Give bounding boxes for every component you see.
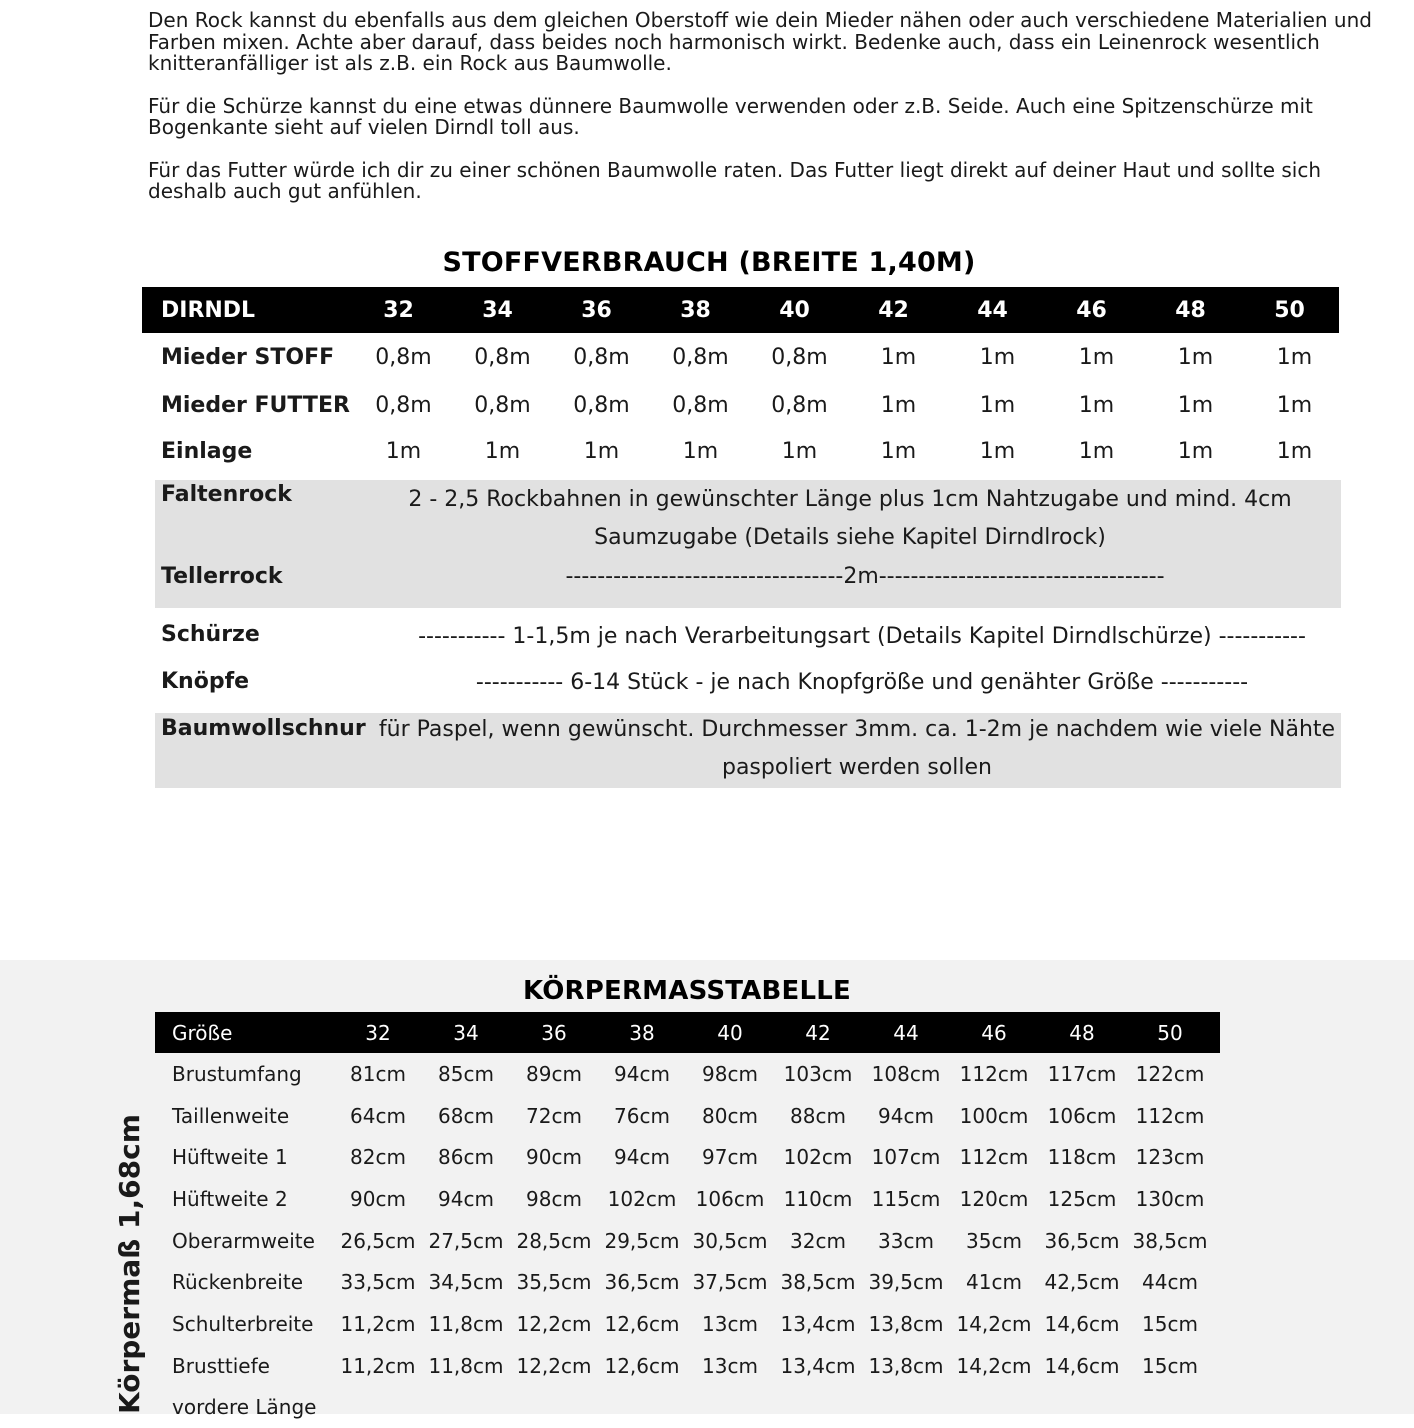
body-cell: 122cm xyxy=(1126,1062,1214,1086)
body-cell: 118cm xyxy=(1038,1145,1126,1169)
body-cell: 32cm xyxy=(774,1229,862,1253)
size-header-cell: 50 xyxy=(1240,298,1339,323)
body-cell: 14,2cm xyxy=(950,1312,1038,1336)
body-cell: 123cm xyxy=(1126,1145,1214,1169)
fabric-cell: 0,8m xyxy=(552,393,651,418)
body-row xyxy=(155,1136,1220,1178)
body-cell: 11,2cm xyxy=(334,1354,422,1378)
body-row xyxy=(155,1053,1220,1095)
body-table-title: KÖRPERMASSTABELLE xyxy=(0,976,1414,1006)
size-header-cell: 40 xyxy=(686,1021,774,1045)
body-cell: 112cm xyxy=(950,1145,1038,1169)
baumwollschnur-text: für Paspel, wenn gewünscht. Durchmesser 3mm. ca. 1-2m je nachdem wie viele Nähte paspoliert werden sollen xyxy=(377,711,1337,787)
body-cell: 30,5cm xyxy=(686,1229,774,1253)
body-row xyxy=(155,1095,1220,1137)
body-cell: 13,4cm xyxy=(774,1354,862,1378)
body-row-label: Hüftweite 1 xyxy=(155,1145,334,1169)
faltenrock-text: 2 - 2,5 Rockbahnen in gewünschter Länge plus 1cm Nahtzugabe und mind. 4cm Saumzugabe (Details siehe Kapitel Dirndlrock) xyxy=(400,481,1300,557)
body-cell: 28,5cm xyxy=(510,1229,598,1253)
body-header-label: Größe xyxy=(155,1021,334,1045)
body-cell: 100cm xyxy=(950,1104,1038,1128)
body-cell: 14,2cm xyxy=(950,1354,1038,1378)
fabric-cell: 1m xyxy=(354,439,453,464)
body-row xyxy=(155,1178,1220,1220)
body-table-header xyxy=(155,1012,1220,1053)
body-row-label: Taillenweite xyxy=(155,1104,334,1128)
body-cell: 102cm xyxy=(774,1145,862,1169)
cord-block xyxy=(155,713,1341,788)
baumwollschnur-label: Baumwollschnur xyxy=(161,716,366,741)
fabric-row xyxy=(142,429,1344,473)
body-cell: 12,2cm xyxy=(510,1312,598,1336)
body-cell: 11,8cm xyxy=(422,1312,510,1336)
fabric-cell: 0,8m xyxy=(750,345,849,370)
body-cell: 86cm xyxy=(422,1145,510,1169)
body-cell: 12,6cm xyxy=(598,1312,686,1336)
size-header-cell: 32 xyxy=(349,298,448,323)
size-header-cell: 46 xyxy=(1042,298,1141,323)
body-cell: 108cm xyxy=(862,1062,950,1086)
body-cell: 33cm xyxy=(862,1229,950,1253)
fabric-cell: 0,8m xyxy=(453,393,552,418)
body-height-label: Körpermaß 1,68cm xyxy=(113,1114,146,1414)
size-header-cell: 34 xyxy=(422,1021,510,1045)
body-row-label: Hüftweite 2 xyxy=(155,1187,334,1211)
body-cell: 81cm xyxy=(334,1062,422,1086)
schuerze-label: Schürze xyxy=(161,622,260,647)
fabric-row-label: Mieder FUTTER xyxy=(142,393,354,418)
body-cell: 94cm xyxy=(862,1104,950,1128)
body-cell: 13cm xyxy=(686,1312,774,1336)
body-cell: 14,6cm xyxy=(1038,1312,1126,1336)
fabric-cell: 0,8m xyxy=(651,345,750,370)
body-cell: 29,5cm xyxy=(598,1229,686,1253)
fabric-cell: 1m xyxy=(1146,345,1245,370)
intro-text xyxy=(148,10,1374,224)
body-cell: 42,5cm xyxy=(1038,1270,1126,1294)
body-cell: 98cm xyxy=(686,1062,774,1086)
fabric-cell: 0,8m xyxy=(453,345,552,370)
body-cell: 33,5cm xyxy=(334,1270,422,1294)
body-cell: 80cm xyxy=(686,1104,774,1128)
fabric-cell: 1m xyxy=(1047,393,1146,418)
size-header-cell: 40 xyxy=(745,298,844,323)
fabric-cell: 0,8m xyxy=(750,393,849,418)
body-cell: 88cm xyxy=(774,1104,862,1128)
schuerze-text: ----------- 1-1,5m je nach Verarbeitungsart (Details Kapitel Dirndlschürze) ----------- xyxy=(372,618,1352,656)
size-header-cell: 42 xyxy=(844,298,943,323)
body-cell: 76cm xyxy=(598,1104,686,1128)
fabric-cell: 1m xyxy=(948,393,1047,418)
size-header-cell: 46 xyxy=(950,1021,1038,1045)
body-cell: 34,5cm xyxy=(422,1270,510,1294)
size-header-cell: 48 xyxy=(1038,1021,1126,1045)
body-cell: 15cm xyxy=(1126,1354,1214,1378)
body-row-label: Oberarmweite xyxy=(155,1229,334,1253)
fabric-cell: 0,8m xyxy=(552,345,651,370)
body-cell: 35cm xyxy=(950,1229,1038,1253)
body-cell: 72cm xyxy=(510,1104,598,1128)
body-cell: 94cm xyxy=(598,1145,686,1169)
fabric-cell: 1m xyxy=(948,345,1047,370)
body-cell: 110cm xyxy=(774,1187,862,1211)
body-cell: 112cm xyxy=(950,1062,1038,1086)
fabric-cell: 1m xyxy=(1047,345,1146,370)
body-cell: 26,5cm xyxy=(334,1229,422,1253)
body-cell: 94cm xyxy=(598,1062,686,1086)
body-cell: 12,6cm xyxy=(598,1354,686,1378)
body-cell: 39,5cm xyxy=(862,1270,950,1294)
fabric-row xyxy=(142,383,1344,427)
body-row xyxy=(155,1220,1220,1262)
body-cell: 13cm xyxy=(686,1354,774,1378)
fabric-cell: 1m xyxy=(849,393,948,418)
fabric-cell: 0,8m xyxy=(651,393,750,418)
fabric-cell: 1m xyxy=(849,439,948,464)
fabric-table-header xyxy=(142,287,1339,333)
body-row xyxy=(155,1345,1220,1387)
fabric-cell: 0,8m xyxy=(354,393,453,418)
body-row xyxy=(155,1261,1220,1303)
body-cell: 13,4cm xyxy=(774,1312,862,1336)
fabric-cell: 1m xyxy=(1245,345,1344,370)
fabric-cell: 1m xyxy=(1146,439,1245,464)
fabric-cell: 1m xyxy=(849,345,948,370)
body-cell: 106cm xyxy=(686,1187,774,1211)
body-cell: 27,5cm xyxy=(422,1229,510,1253)
size-header-cell: 48 xyxy=(1141,298,1240,323)
body-cell: 15cm xyxy=(1126,1312,1214,1336)
body-cell: 44cm xyxy=(1126,1270,1214,1294)
body-row-label: Rückenbreite xyxy=(155,1270,334,1294)
body-cell: 13,8cm xyxy=(862,1312,950,1336)
fabric-cell: 1m xyxy=(552,439,651,464)
fabric-cell: 1m xyxy=(750,439,849,464)
size-header-cell: 44 xyxy=(943,298,1042,323)
body-row-label: Schulterbreite xyxy=(155,1312,334,1336)
body-cell: 68cm xyxy=(422,1104,510,1128)
fabric-header-label: DIRNDL xyxy=(142,298,349,323)
body-cell: 90cm xyxy=(334,1187,422,1211)
size-header-cell: 36 xyxy=(547,298,646,323)
body-cell: 85cm xyxy=(422,1062,510,1086)
body-cell: 112cm xyxy=(1126,1104,1214,1128)
body-size-columns xyxy=(334,1021,1214,1045)
fabric-cell: 1m xyxy=(651,439,750,464)
tellerrock-text: -----------------------------------2m------------------------------------ xyxy=(425,558,1305,596)
body-cell: 117cm xyxy=(1038,1062,1126,1086)
size-header-cell: 34 xyxy=(448,298,547,323)
body-cell: 37,5cm xyxy=(686,1270,774,1294)
body-cell: 36,5cm xyxy=(598,1270,686,1294)
body-cell: 64cm xyxy=(334,1104,422,1128)
fabric-cell: 0,8m xyxy=(354,345,453,370)
body-cell: 94cm xyxy=(422,1187,510,1211)
fabric-table xyxy=(142,287,1339,333)
body-cell: 106cm xyxy=(1038,1104,1126,1128)
body-cell: 82cm xyxy=(334,1145,422,1169)
body-cell: 38,5cm xyxy=(774,1270,862,1294)
body-row xyxy=(155,1387,1220,1428)
body-cell: 98cm xyxy=(510,1187,598,1211)
size-header-cell: 38 xyxy=(646,298,745,323)
size-header-cell: 32 xyxy=(334,1021,422,1045)
body-cell: 14,6cm xyxy=(1038,1354,1126,1378)
body-cell: 115cm xyxy=(862,1187,950,1211)
body-cell: 130cm xyxy=(1126,1187,1214,1211)
size-header-cell: 44 xyxy=(862,1021,950,1045)
intro-paragraph: Für das Futter würde ich dir zu einer schönen Baumwolle raten. Das Futter liegt direkt auf deiner Haut und sollte sich deshalb auch gut anfühlen. xyxy=(148,160,1374,203)
size-header-cell: 36 xyxy=(510,1021,598,1045)
fabric-row xyxy=(142,335,1344,379)
fabric-row-label: Einlage xyxy=(142,439,354,464)
body-cell: 35,5cm xyxy=(510,1270,598,1294)
body-cell: 12,2cm xyxy=(510,1354,598,1378)
body-cell: 97cm xyxy=(686,1145,774,1169)
fabric-cell: 1m xyxy=(453,439,552,464)
body-cell: 120cm xyxy=(950,1187,1038,1211)
fabric-row-label: Mieder STOFF xyxy=(142,345,354,370)
body-measurement-table xyxy=(155,1012,1220,1428)
fabric-cell: 1m xyxy=(1245,439,1344,464)
body-cell: 11,2cm xyxy=(334,1312,422,1336)
body-row-label: Brusttiefe xyxy=(155,1354,334,1378)
body-row xyxy=(155,1303,1220,1345)
body-cell: 38,5cm xyxy=(1126,1229,1214,1253)
body-row-label: vordere Länge xyxy=(155,1395,334,1419)
faltenrock-label: Faltenrock xyxy=(161,482,292,507)
size-header-cell: 50 xyxy=(1126,1021,1214,1045)
body-cell: 11,8cm xyxy=(422,1354,510,1378)
body-cell: 102cm xyxy=(598,1187,686,1211)
body-cell: 103cm xyxy=(774,1062,862,1086)
knoepfe-text: ----------- 6-14 Stück - je nach Knopfgröße und genähter Größe ----------- xyxy=(372,664,1352,702)
body-cell: 125cm xyxy=(1038,1187,1126,1211)
fabric-cell: 1m xyxy=(1047,439,1146,464)
intro-paragraph: Den Rock kannst du ebenfalls aus dem gleichen Oberstoff wie dein Mieder nähen oder auch verschiedene Materialien und Farben mixen. Achte aber darauf, dass beides noch harmonisch wirkt. Bedenke auch, dass ein Leinenrock wesentlich knitteranfälliger ist als z.B. ein Rock aus Baumwolle. xyxy=(148,10,1374,75)
fabric-table-title: STOFFVERBRAUCH (BREITE 1,40M) xyxy=(0,247,1414,278)
body-cell: 41cm xyxy=(950,1270,1038,1294)
size-header-cell: 42 xyxy=(774,1021,862,1045)
fabric-cell: 1m xyxy=(948,439,1047,464)
body-row-label: Brustumfang xyxy=(155,1062,334,1086)
fabric-cell: 1m xyxy=(1245,393,1344,418)
size-header-cell: 38 xyxy=(598,1021,686,1045)
tellerrock-label: Tellerrock xyxy=(161,564,283,589)
body-cell: 107cm xyxy=(862,1145,950,1169)
body-cell: 89cm xyxy=(510,1062,598,1086)
fabric-cell: 1m xyxy=(1146,393,1245,418)
body-cell: 90cm xyxy=(510,1145,598,1169)
skirt-block xyxy=(155,480,1341,608)
intro-paragraph: Für die Schürze kannst du eine etwas dünnere Baumwolle verwenden oder z.B. Seide. Auch eine Spitzenschürze mit Bogenkante sieht auf vielen Dirndl toll aus. xyxy=(148,96,1374,139)
fabric-size-columns xyxy=(349,298,1339,323)
body-cell: 13,8cm xyxy=(862,1354,950,1378)
knoepfe-label: Knöpfe xyxy=(161,669,249,694)
body-cell: 36,5cm xyxy=(1038,1229,1126,1253)
